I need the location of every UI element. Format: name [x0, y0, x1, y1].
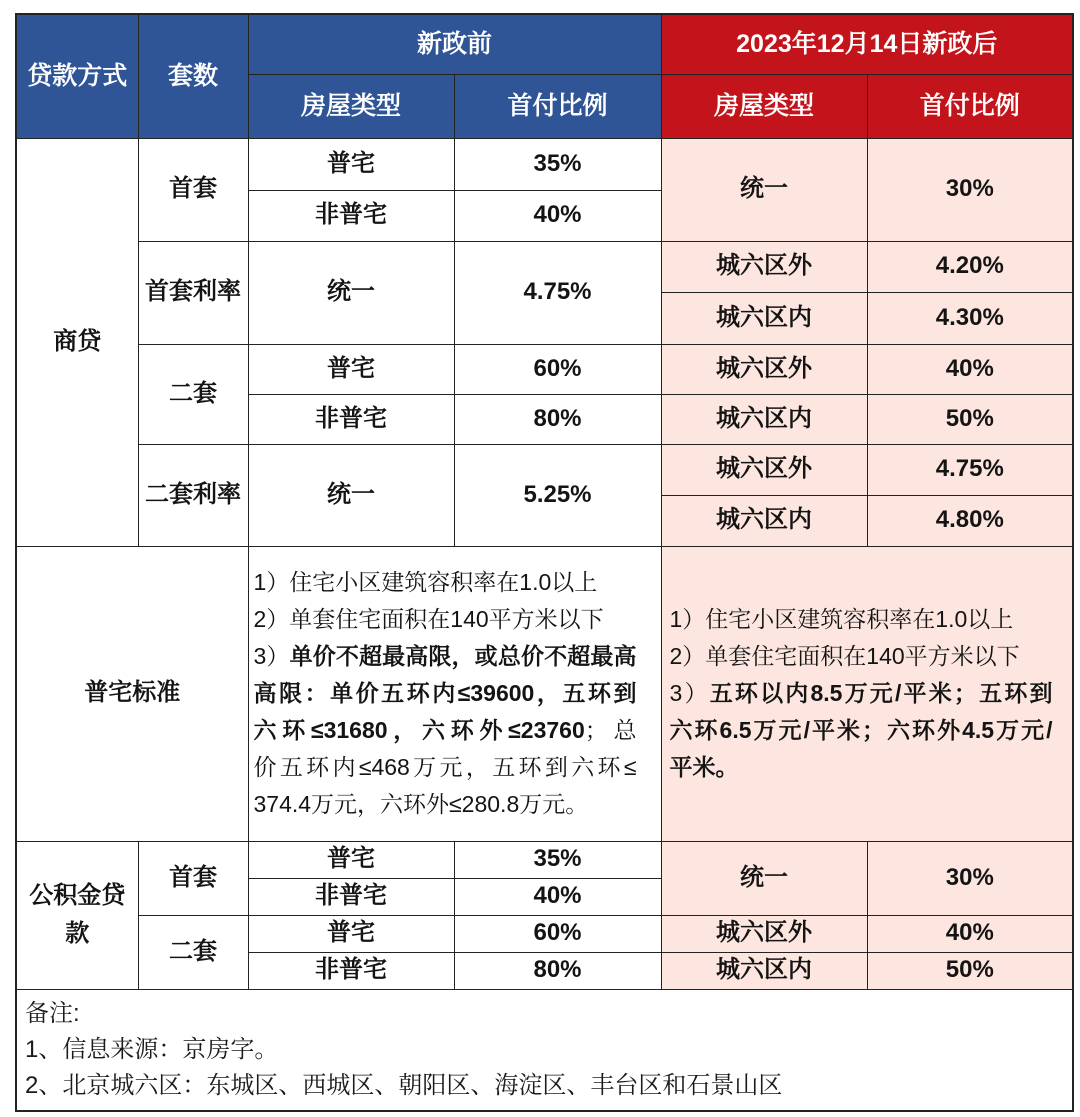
standard-before-segment: 3）	[253, 643, 290, 669]
standard-before-segment: ；总	[584, 717, 637, 743]
standard-after-segment: 3）	[669, 680, 710, 706]
commercial-second-rate-after-value: 4.80%	[867, 495, 1073, 546]
note-item: 2、北京城六区：东城区、西城区、朝阳区、海淀区、丰台区和石景山区	[25, 1071, 783, 1099]
provident-loan-label	[16, 841, 138, 989]
provident-second-home-after-value: 40%	[867, 915, 1073, 952]
provident-loan-label-text: 公积金贷款	[29, 882, 126, 947]
commercial-first-rate-before-value: 4.75%	[454, 241, 661, 344]
commercial-second-home-after-type: 城六区外	[661, 344, 867, 394]
provident-first-home-before-type: 普宅	[248, 841, 454, 878]
commercial-second-rate-label: 二套利率	[138, 444, 248, 546]
commercial-second-rate-after-value: 4.75%	[867, 444, 1073, 495]
provident-second-home-before-value: 60%	[454, 915, 661, 952]
commercial-first-home-after-value: 30%	[867, 138, 1073, 241]
commercial-second-rate-before-value: 5.25%	[454, 444, 661, 546]
standard-before-line: 价五环内≤468万元，五环到六环≤	[253, 754, 637, 780]
standard-after-text	[661, 546, 1073, 841]
commercial-second-home-before-type: 普宅	[248, 344, 454, 394]
commercial-second-home-before-value: 60%	[454, 344, 661, 394]
commercial-first-rate-label: 首套利率	[138, 241, 248, 344]
commercial-first-rate-after-value: 4.30%	[867, 292, 1073, 344]
commercial-second-home-before-value: 80%	[454, 394, 661, 444]
header-before-title: 新政前	[248, 14, 661, 74]
provident-first-home-label: 首套	[138, 841, 248, 915]
notes-title: 备注:	[25, 999, 80, 1027]
standard-before-line: 1）住宅小区建筑容积率在1.0以上	[253, 569, 598, 595]
commercial-second-rate-after-type: 城六区内	[661, 495, 867, 546]
standard-before-line: 374.4万元，六环外≤280.8万元。	[253, 791, 589, 817]
provident-second-home-before-value: 80%	[454, 952, 661, 989]
commercial-first-home-before-type: 非普宅	[248, 190, 454, 241]
commercial-second-rate-before-type: 统一	[248, 444, 454, 546]
header-after-down-payment: 首付比例	[867, 74, 1073, 138]
commercial-first-home-after-type: 统一	[661, 138, 867, 241]
provident-second-home-before-type: 普宅	[248, 915, 454, 952]
standard-before-line	[254, 712, 637, 749]
header-count: 套数	[138, 14, 248, 138]
note-item: 1、信息来源：京房字。	[25, 1035, 279, 1063]
provident-second-home-label: 二套	[138, 915, 248, 989]
header-before-down-payment: 首付比例	[454, 74, 661, 138]
header-loan-type: 贷款方式	[16, 14, 138, 138]
standard-before-line	[254, 638, 637, 675]
standard-after-line: 六环6.5万元/平米；六环外4.5万元/	[669, 717, 1053, 743]
standard-before-segment-bold: 单价不超最高限，或总价不超最高	[289, 643, 637, 669]
provident-first-home-before-value: 40%	[454, 878, 661, 915]
provident-first-home-before-value: 35%	[454, 841, 661, 878]
commercial-loan-label: 商贷	[16, 138, 138, 546]
commercial-first-home-before-value: 40%	[454, 190, 661, 241]
policy-comparison-table	[15, 13, 1074, 1112]
header-after-title: 2023年12月14日新政后	[661, 14, 1073, 74]
provident-second-home-after-type: 城六区外	[661, 915, 867, 952]
commercial-second-home-after-value: 50%	[867, 394, 1073, 444]
standard-label: 普宅标准	[16, 546, 248, 841]
header-after-house-type: 房屋类型	[661, 74, 867, 138]
standard-before-line: 2）单套住宅面积在140平方米以下	[253, 606, 604, 632]
commercial-first-home-before-value: 35%	[454, 138, 661, 190]
provident-second-home-before-type: 非普宅	[248, 952, 454, 989]
standard-after-line: 1）住宅小区建筑容积率在1.0以上	[669, 606, 1014, 632]
commercial-first-rate-after-type: 城六区外	[661, 241, 867, 292]
commercial-second-rate-after-type: 城六区外	[661, 444, 867, 495]
provident-first-home-after-value: 30%	[867, 841, 1073, 915]
commercial-second-home-label: 二套	[138, 344, 248, 444]
commercial-first-home-label: 首套	[138, 138, 248, 241]
commercial-first-rate-after-type: 城六区内	[661, 292, 867, 344]
standard-after-line: 2）单套住宅面积在140平方米以下	[669, 643, 1020, 669]
commercial-second-home-after-type: 城六区内	[661, 394, 867, 444]
commercial-second-home-before-type: 非普宅	[248, 394, 454, 444]
standard-after-line	[670, 675, 1053, 712]
provident-second-home-after-type: 城六区内	[661, 952, 867, 989]
commercial-first-home-before-type: 普宅	[248, 138, 454, 190]
commercial-first-rate-before-type: 统一	[248, 241, 454, 344]
commercial-second-home-after-value: 40%	[867, 344, 1073, 394]
standard-after-segment-bold: 五环以内8.5万元/平米；五环到	[709, 680, 1053, 706]
provident-second-home-after-value: 50%	[867, 952, 1073, 989]
provident-first-home-after-type: 统一	[661, 841, 867, 915]
commercial-first-rate-after-value: 4.20%	[867, 241, 1073, 292]
standard-before-line: 高限：单价五环内≤39600，五环到	[253, 680, 637, 706]
standard-before-segment-bold: 六环≤31680，六环外≤23760	[253, 717, 585, 743]
standard-after-line: 平米。	[669, 754, 739, 780]
provident-first-home-before-type: 非普宅	[248, 878, 454, 915]
header-before-house-type: 房屋类型	[248, 74, 454, 138]
notes-cell	[16, 989, 1073, 1111]
standard-before-text	[248, 546, 661, 841]
